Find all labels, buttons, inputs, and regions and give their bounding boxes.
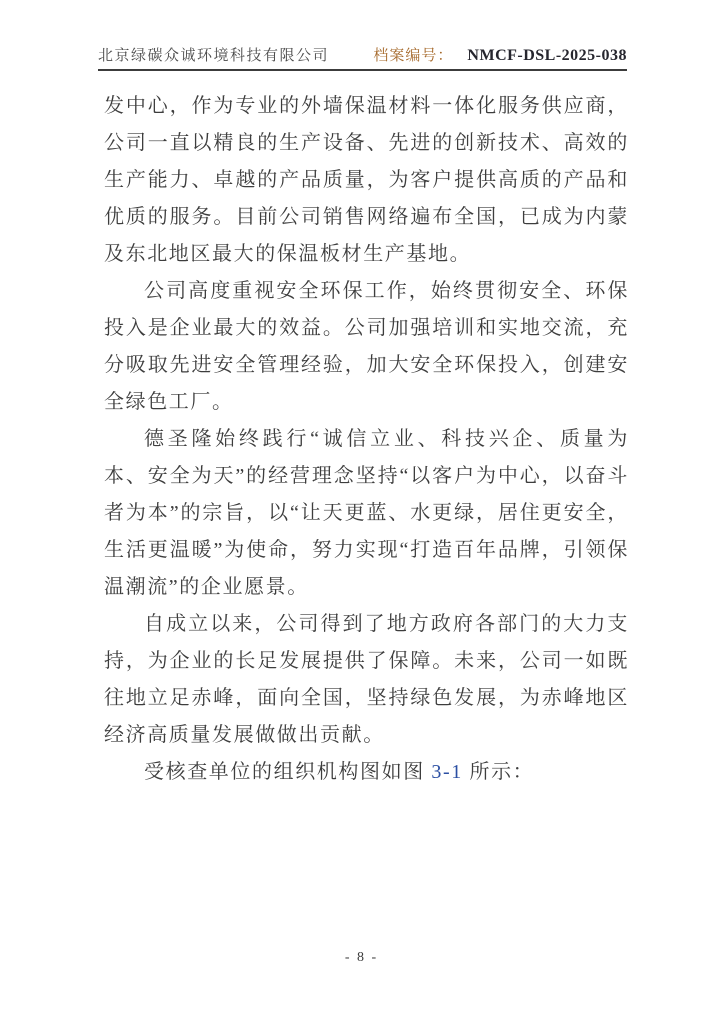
archive-number-label: 档案编号： — [373, 48, 454, 64]
body-paragraph-continuation: 发中心，作为专业的外墙保温材料一体化服务供应商，公司一直以精良的生产设备、先进的创新技术、高效的生产能力、卓越的产品质量，为客户提供高质的产品和优质的服务。目前公司销售网络遍布全国，已成为内蒙及东北地区最大的保温板材生产基地。 — [104, 95, 629, 265]
body-paragraph-philosophy: 德圣隆始终践行“诚信立业、科技兴企、质量为本、安全为天”的经营理念坚持“以客户为中心，以奋斗者为本”的宗旨，以“让天更蓝、水更绿，居住更安全，生活更温暖”为使命，努力实现“打造百年品牌，引领保温潮流”的企业愿景。 — [104, 428, 629, 598]
figure-line-prefix: 受核查单位的组织机构图如图 — [144, 761, 432, 783]
body-paragraph-safety: 公司高度重视安全环保工作，始终贯彻安全、环保投入是企业最大的效益。公司加强培训和实地交流，充分吸取先进安全管理经验，加大安全环保投入，创建安全绿色工厂。 — [104, 280, 629, 413]
archive-number-value: NMCF-DSL-2025-038 — [467, 47, 627, 64]
header-company-name: 北京绿碳众诚环境科技有限公司 — [98, 48, 330, 64]
figure-reference-link: 3-1 — [431, 761, 463, 783]
body-paragraph-future: 自成立以来，公司得到了地方政府各部门的大力支持，为企业的长足发展提供了保障。未来，公司一如既往地立足赤峰，面向全国，坚持绿色发展，为赤峰地区经济高质量发展做做出贡献。 — [104, 613, 629, 746]
body-paragraph-figure-reference — [104, 754, 629, 791]
header-archive — [373, 44, 627, 65]
page-header — [98, 44, 627, 71]
document-body — [104, 88, 629, 791]
figure-line-suffix: 所示： — [462, 761, 535, 783]
page-number: - 8 - — [344, 950, 379, 965]
